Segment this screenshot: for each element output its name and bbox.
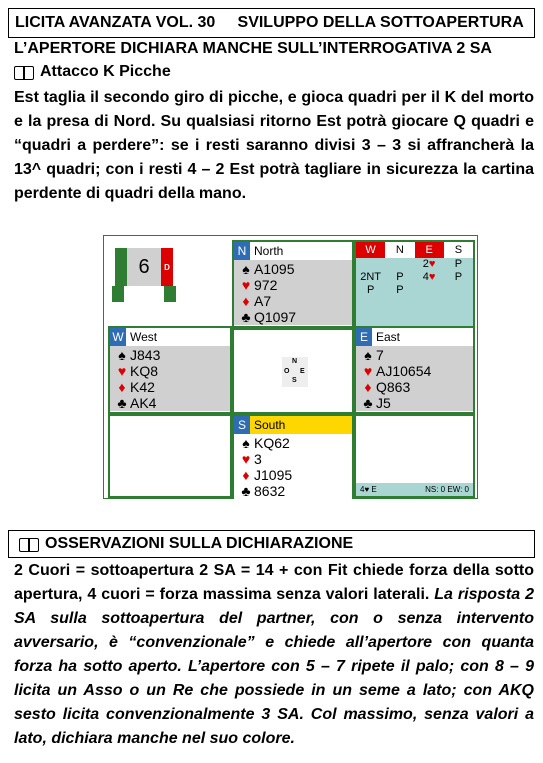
observations-italic-text: La risposta 2 SA sulla sottoapertura del partner, con o senza intervento avversario, è “convenzionale” e chiede all’apertore con quanta forza ha sotto aperto. L’apertore con 5 – 7 ripete il palo; con 8 – 9 licita un Asso o un Re che possiede in un seme a lato; con AKQ sesto licita convenzionalmente 3 SA. Col massimo, senza valori a lato, dichiara manche nel suo colore. [14, 586, 534, 747]
north-diamonds: A7 [254, 293, 272, 309]
bid-header-n: N [385, 242, 414, 258]
compass-s: S [292, 377, 297, 384]
subtitle: L’APERTORE DICHIARA MANCHE SULL’INTERROGATIVA 2 SA [14, 40, 492, 57]
east-spades: 7 [376, 347, 384, 363]
east-clubs: J5 [376, 395, 391, 411]
south-diamonds: J1095 [254, 467, 293, 483]
board-number: 6 [127, 248, 161, 286]
compass [282, 357, 308, 387]
bridge-diagram [103, 235, 478, 499]
book-icon [19, 537, 39, 551]
north-clubs: Q1097 [254, 309, 297, 325]
header-title-box [8, 8, 535, 38]
north-spades: A1095 [254, 261, 295, 277]
south-hand [232, 414, 354, 498]
diamond-icon: ♦ [364, 379, 372, 395]
south-hearts: 3 [254, 451, 262, 467]
bid-cell: 2♥ [422, 258, 436, 270]
club-icon: ♣ [117, 395, 127, 411]
west-name: West [130, 330, 158, 344]
seat-tag-west: W [110, 328, 126, 346]
bid-header-e: E [415, 242, 444, 258]
bid-cell [385, 258, 414, 271]
contract: 4♥ E [360, 485, 377, 494]
bid-header-s: S [444, 242, 473, 258]
dealer-marker: D [161, 248, 173, 286]
bid-cell: P [396, 271, 404, 283]
result-cell [354, 414, 475, 498]
bid-cell [444, 284, 473, 297]
north-hand [232, 240, 354, 328]
empty-cell [108, 414, 232, 498]
diamond-icon: ♦ [242, 467, 250, 483]
bid-cell: 4♥ [422, 271, 436, 283]
west-hand [108, 326, 232, 414]
club-icon: ♣ [363, 395, 373, 411]
bid-cell: P [454, 271, 463, 283]
west-hearts: KQ8 [130, 363, 159, 379]
observations-paragraph [14, 559, 534, 751]
board-number-panel [112, 248, 176, 286]
bid-cell: P [454, 258, 463, 270]
east-diamonds: Q863 [376, 379, 411, 395]
bid-header-w: W [356, 242, 385, 258]
east-name: East [376, 330, 401, 344]
north-hearts: 972 [254, 277, 278, 293]
bid-cell: 2NT [360, 271, 382, 283]
page-title: LICITA AVANZATA VOL. 30 SVILUPPO DELLA SOTTOAPERTURA [15, 14, 524, 31]
compass-o: O [284, 368, 290, 375]
spade-icon: ♠ [364, 347, 372, 363]
seat-tag-north: N [234, 242, 250, 260]
club-icon: ♣ [241, 309, 251, 325]
north-name: North [254, 244, 284, 258]
heart-icon: ♥ [363, 363, 373, 379]
west-clubs: AK4 [130, 395, 157, 411]
diamond-icon: ♦ [242, 293, 250, 309]
bidding-box [354, 240, 475, 328]
south-clubs: 8632 [254, 483, 286, 499]
bidding-grid [356, 242, 473, 297]
board-info-cell [108, 240, 232, 326]
seat-tag-south: S [234, 416, 250, 434]
intro-paragraph: Est taglia il secondo giro di picche, e gioca quadri per il K del morto e la presa di Nord. Su qualsiasi ritorno Est potrà giocare Q quadri e “quadri a perdere”: se i resti saranno divisi 3 – 3 si affrancherà la 13^ quadri; con i resti 4 – 2 Est potrà tagliare in sicurezza la cartina perdente di quadri della mano. [14, 89, 534, 202]
club-icon: ♣ [241, 483, 251, 499]
heart-icon: ♥ [241, 277, 251, 293]
south-name: South [254, 418, 286, 432]
lead-text: Attacco K Picche [40, 63, 171, 80]
compass-n: N [292, 358, 298, 365]
bid-cell: P [366, 284, 375, 296]
bid-cell [415, 284, 444, 297]
west-spades: J843 [130, 347, 161, 363]
heart-icon: ♥ [117, 363, 127, 379]
observations-title: OSSERVAZIONI SULLA DICHIARAZIONE [45, 535, 354, 552]
spade-icon: ♠ [242, 261, 250, 277]
compass-e: E [300, 368, 305, 375]
result-bar [356, 483, 473, 496]
west-diamonds: K42 [130, 379, 155, 395]
bid-cell: P [396, 284, 404, 296]
bid-cell [356, 258, 385, 271]
seat-tag-east: E [356, 328, 372, 346]
lead-line [14, 63, 171, 81]
book-icon [14, 65, 34, 79]
heart-icon: ♥ [241, 451, 251, 467]
east-hand [354, 326, 475, 414]
observations-title-box [8, 530, 535, 558]
south-spades: KQ62 [254, 435, 290, 451]
spade-icon: ♠ [118, 347, 126, 363]
observations-text: 2 Cuori = sottoapertura 2 SA = 14 + con Fit chiede forza della sotto apertura, 4 cuori = forza massima senza valori laterali. [14, 562, 534, 603]
table-center [232, 328, 354, 414]
score: NS: 0 EW: 0 [425, 485, 469, 494]
spade-icon: ♠ [242, 435, 250, 451]
east-hearts: AJ10654 [376, 363, 432, 379]
diamond-icon: ♦ [118, 379, 126, 395]
